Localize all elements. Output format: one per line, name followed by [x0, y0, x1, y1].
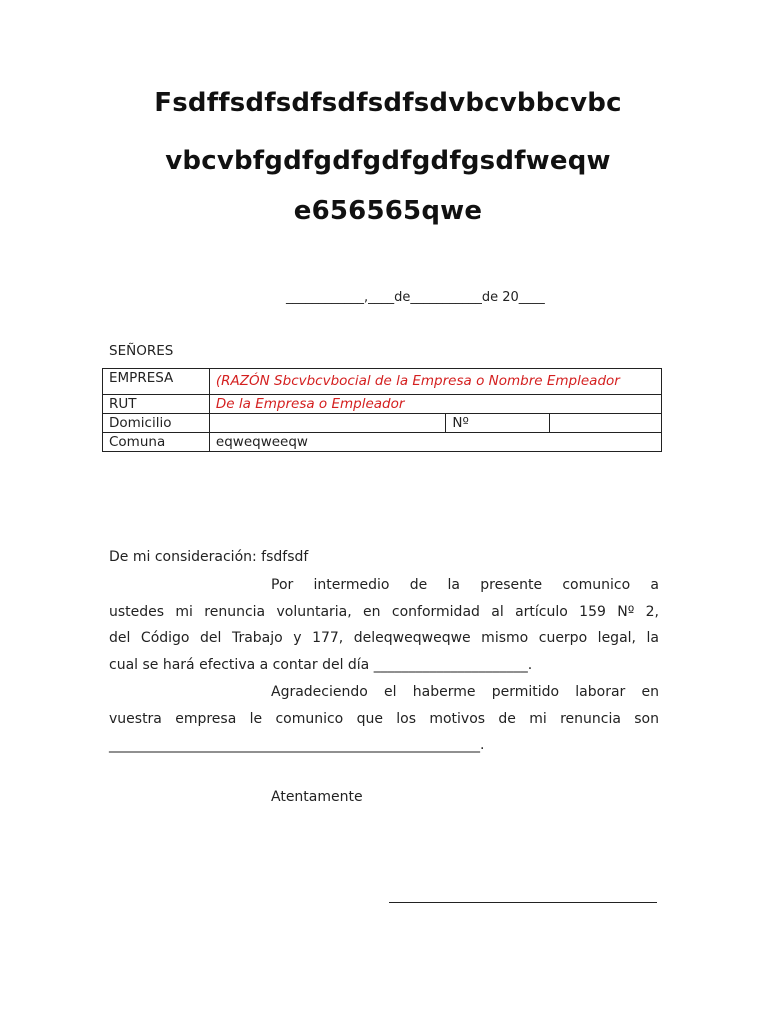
domicilio-value [209, 414, 445, 433]
greeting: De mi consideración: fsdfsdf [109, 549, 309, 565]
comuna-label: Comuna [103, 433, 210, 452]
paragraph-2-line-3: _____________________________________________________. [109, 737, 485, 754]
company-info-table [102, 368, 662, 452]
paragraph-1-line-1: Por intermedio de la presente comunico a [271, 577, 659, 593]
rut-label: RUT [103, 395, 210, 414]
paragraph-1-line-2: ustedes mi renuncia voluntaria, en conformidad al artículo 159 Nº 2, [109, 603, 659, 620]
numero-value [550, 414, 662, 433]
paragraph-1-line-4: cual se hará efectiva a contar del día ______________________. [109, 657, 533, 674]
table-row-domicilio [103, 414, 662, 433]
letter-paragraph-1 [109, 572, 659, 759]
rut-value: De la Empresa o Empleador [209, 395, 661, 414]
paragraph-2-line-1: Agradeciendo el haberme permitido laborar en [271, 683, 659, 700]
document-title-line-2: vbcvbfgdfgdfgdfgdfgsdfweqw [165, 146, 611, 176]
comuna-value: eqweqweeqw [209, 433, 661, 452]
numero-label: Nº [446, 414, 550, 433]
paragraph-2-line-2: vuestra empresa le comunico que los motivos de mi renuncia son [109, 710, 659, 727]
empresa-label: EMPRESA [103, 369, 210, 395]
document-title-line-3: e656565qwe [293, 196, 483, 226]
paragraph-1-line-3: del Código del Trabajo y 177, deleqweqweqwe mismo cuerpo legal, la [109, 630, 659, 647]
domicilio-label: Domicilio [103, 414, 210, 433]
empresa-value: (RAZÓN Sbcvbcvbocial de la Empresa o Nombre Empleador [209, 369, 661, 395]
table-row-comuna [103, 433, 662, 452]
signature-line [389, 902, 657, 903]
table-row-empresa [103, 369, 662, 395]
addressee-label: SEÑORES [109, 343, 174, 359]
date-line: ____________,____de___________de 20____ [286, 290, 545, 305]
closing: Atentamente [271, 789, 363, 805]
document-title-line-1: Fsdffsdfsdfsdfsdfsdvbcvbbcvbc [154, 88, 622, 118]
table-row-rut [103, 395, 662, 414]
